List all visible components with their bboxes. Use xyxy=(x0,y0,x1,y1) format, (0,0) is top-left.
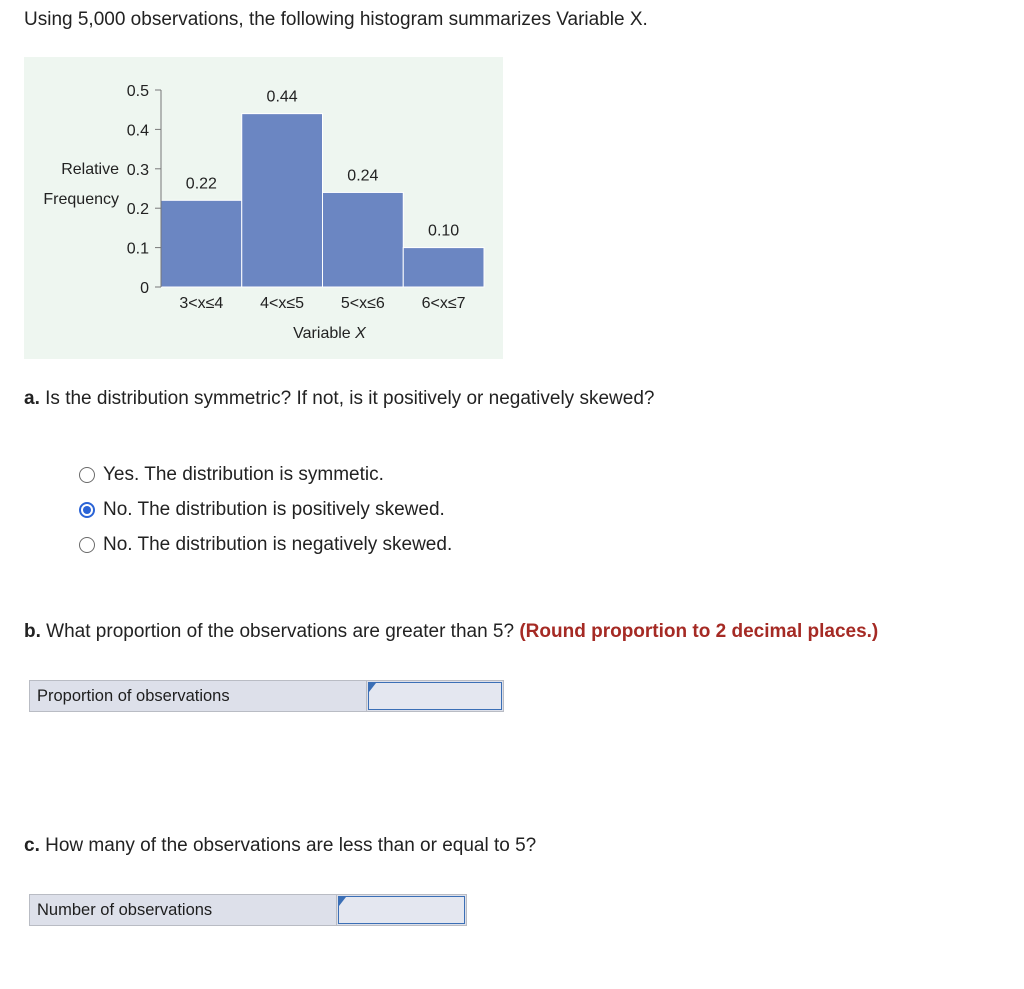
x-tick-label-4: 6<x≤7 xyxy=(421,295,466,312)
question-c-text: How many of the observations are less than or equal to 5? xyxy=(39,835,537,856)
option-positively-skewed-label: No. The distribution is positively skewed. xyxy=(103,498,445,520)
y-tick-label-5: 0.5 xyxy=(126,83,149,100)
count-input[interactable] xyxy=(338,896,465,924)
intro-text: Using 5,000 observations, the following histogram summarizes Variable X. xyxy=(24,9,648,30)
question-a-label: a. xyxy=(24,388,40,409)
proportion-field-label: Proportion of observations xyxy=(30,681,366,711)
y-axis-label-line1: Relative xyxy=(61,161,119,178)
question-b-label: b. xyxy=(24,621,41,642)
radio-button-positively-skewed[interactable] xyxy=(79,502,95,518)
proportion-answer-table xyxy=(29,680,504,712)
question-c xyxy=(24,835,536,857)
question-a xyxy=(24,388,654,410)
x-axis-label: Variable X xyxy=(293,325,366,342)
bar-data-label-1: 0.22 xyxy=(185,175,217,193)
bar-3 xyxy=(323,192,404,287)
bar-4 xyxy=(403,248,484,287)
y-axis-label-line2: Frequency xyxy=(43,191,119,208)
histogram-panel xyxy=(24,57,503,359)
bar-data-label-2: 0.44 xyxy=(266,88,298,106)
y-tick-label-3: 0.3 xyxy=(126,161,149,179)
histogram-chart xyxy=(24,57,503,359)
count-answer-table xyxy=(29,894,467,926)
option-negatively-skewed-label: No. The distribution is negatively skewed. xyxy=(103,533,453,555)
x-tick-label-1: 3<x≤4 xyxy=(179,295,224,312)
question-b-text: What proportion of the observations are greater than 5? xyxy=(40,621,520,642)
y-tick-label-1: 0.1 xyxy=(126,240,149,258)
count-input-cell xyxy=(336,895,466,925)
option-negatively-skewed[interactable] xyxy=(79,527,452,562)
radio-button-negatively-skewed[interactable] xyxy=(79,537,95,553)
question-c-label: c. xyxy=(24,835,40,856)
y-tick-label-2: 0.2 xyxy=(126,201,149,219)
question-a-options xyxy=(79,457,452,562)
option-symmetric[interactable] xyxy=(79,457,452,492)
proportion-input-cell xyxy=(366,681,503,711)
x-tick-label-2: 4<x≤5 xyxy=(260,295,305,312)
x-tick-label-3: 5<x≤6 xyxy=(340,295,385,312)
rounding-note: (Round proportion to 2 decimal places.) xyxy=(519,621,879,642)
bar-2 xyxy=(242,114,323,287)
y-tick-label-0: 0 xyxy=(140,280,149,297)
radio-button-symmetric[interactable] xyxy=(79,467,95,483)
bar-data-label-3: 0.24 xyxy=(347,167,379,185)
bar-data-label-4: 0.10 xyxy=(428,222,460,240)
bar-1 xyxy=(161,200,242,287)
count-field-label: Number of observations xyxy=(30,895,336,925)
question-a-text: Is the distribution symmetric? If not, is it positively or negatively skewed? xyxy=(39,388,655,409)
question-b xyxy=(24,621,878,643)
proportion-input[interactable] xyxy=(368,682,502,710)
y-tick-label-4: 0.4 xyxy=(126,122,149,140)
option-positively-skewed[interactable] xyxy=(79,492,452,527)
option-symmetric-label: Yes. The distribution is symmetic. xyxy=(103,463,384,485)
